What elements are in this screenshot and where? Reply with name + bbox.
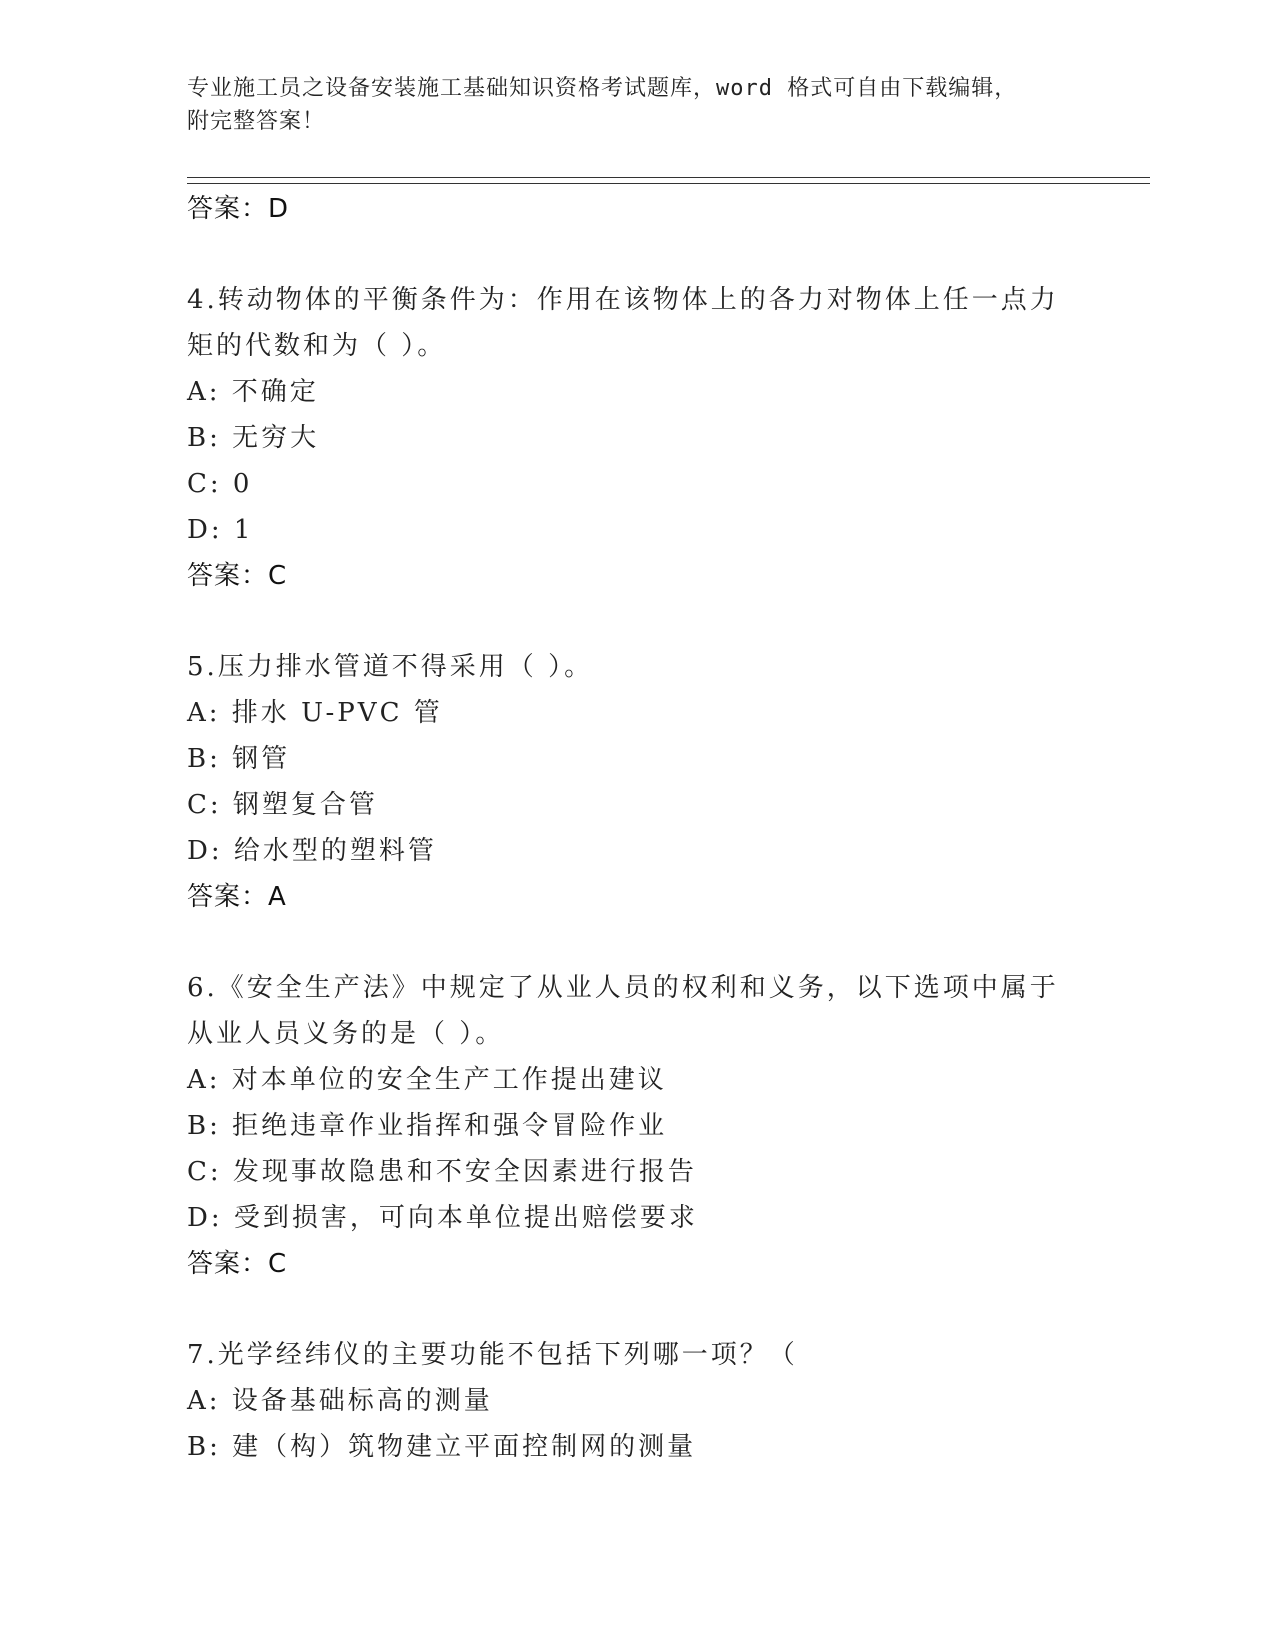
option-b: B: 建（构）筑物建立平面控制网的测量: [187, 1432, 697, 1462]
header-line-2: 附完整答案！: [187, 109, 326, 134]
question-stem: 5.压力排水管道不得采用（ ）。: [187, 652, 594, 682]
option-c: C: 发现事故隐患和不安全因素进行报告: [187, 1157, 697, 1187]
question-stem: 7.光学经纬仪的主要功能不包括下列哪一项？（: [187, 1340, 798, 1370]
option-c: C: 钢塑复合管: [187, 790, 378, 820]
question-6: [187, 965, 1087, 1287]
option-b: B: 拒绝违章作业指挥和强令冒险作业: [187, 1111, 668, 1141]
question-stem: 从业人员义务的是（ ）。: [187, 1019, 505, 1049]
option-d: D: 1: [187, 515, 254, 545]
option-b: B: 无穷大: [187, 423, 320, 453]
option-a: A: 设备基础标高的测量: [187, 1386, 493, 1416]
header-divider-bottom: [187, 183, 1150, 184]
question-list: [187, 186, 1087, 1470]
question-4: [187, 277, 1087, 599]
question-5: [187, 644, 1087, 920]
question-stem: 4.转动物体的平衡条件为：作用在该物体上的各力对物体上任一点力: [187, 285, 1059, 315]
option-c: C: 0: [187, 469, 253, 499]
question-7: [187, 1332, 1087, 1470]
question-stem: 6.《安全生产法》中规定了从业人员的权利和义务，以下选项中属于: [187, 973, 1059, 1003]
option-a: A: 不确定: [187, 377, 319, 407]
question-stem: 矩的代数和为（ ）。: [187, 331, 447, 361]
header-line-1: 专业施工员之设备安装施工基础知识资格考试题库，word 格式可自由下载编辑，: [187, 76, 1018, 101]
answer: 答案：A: [187, 882, 287, 912]
answer: 答案：C: [187, 1249, 288, 1279]
previous-answer: 答案：D: [187, 194, 290, 224]
option-d: D: 给水型的塑料管: [187, 836, 437, 866]
option-b: B: 钢管: [187, 744, 291, 774]
document-header: [187, 72, 1087, 138]
answer: 答案：C: [187, 561, 288, 591]
option-a: A: 排水 U-PVC 管: [187, 698, 443, 728]
option-d: D: 受到损害，可向本单位提出赔偿要求: [187, 1203, 698, 1233]
header-divider-top: [187, 177, 1150, 178]
option-a: A: 对本单位的安全生产工作提出建议: [187, 1065, 667, 1095]
